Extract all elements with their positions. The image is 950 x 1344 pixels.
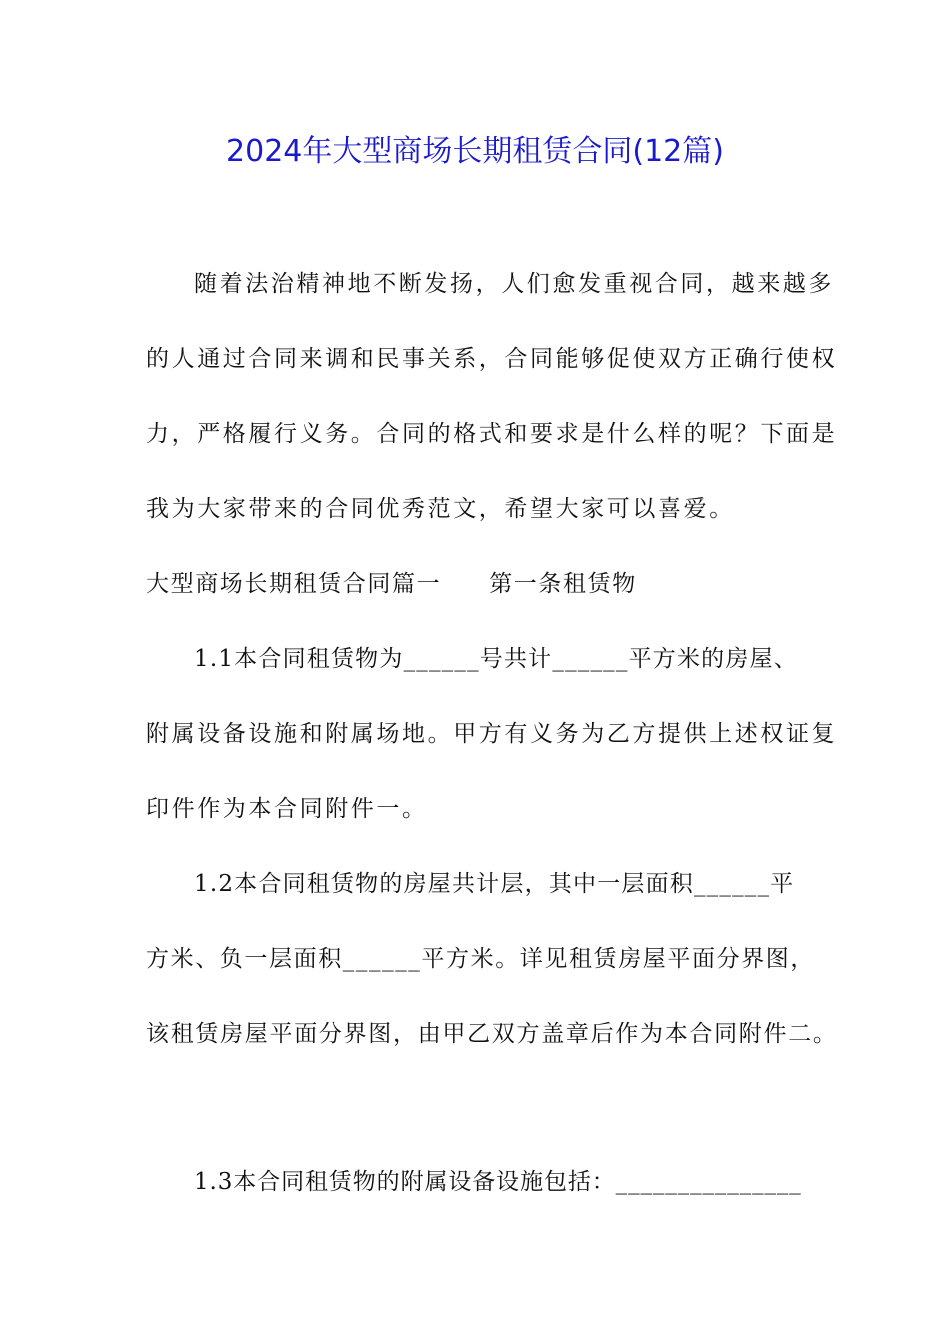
clause-1-2-line-2: 方米、负一层面积______平方米。详见租赁房屋平面分界图， <box>146 946 815 972</box>
intro-line-1: 随着法治精神地不断发扬，人们愈发重视合同，越来越多 <box>194 271 834 297</box>
clause-1-1-line-2: 附属设备设施和附属场地。甲方有义务为乙方提供上述权证复 <box>146 721 838 747</box>
clause-1-1-line-1: 1.1本合同租赁物为______号共计______平方米的房屋、 <box>194 646 798 672</box>
intro-line-4: 我为大家带来的合同优秀范文，希望大家可以喜爱。 <box>146 496 735 522</box>
section-heading: 大型商场长期租赁合同篇一 <box>146 571 442 597</box>
clause-1-3-line-1: 1.3本合同租赁物的附属设备设施包括：_______________ <box>194 1169 802 1195</box>
document-title: 2024年大型商场长期租赁合同(12篇) <box>226 134 724 169</box>
clause-1-1-line-3: 印件作为本合同附件一。 <box>146 796 428 822</box>
intro-line-2: 的人通过合同来调和民事关系，合同能够促使双方正确行使权 <box>146 346 838 372</box>
clause-1-2-line-3: 该租赁房屋平面分界图，由甲乙双方盖章后作为本合同附件二。 <box>146 1021 838 1047</box>
intro-line-3: 力，严格履行义务。合同的格式和要求是什么样的呢？下面是 <box>146 421 838 447</box>
clause-1-2-line-1: 1.2本合同租赁物的房屋共计层，其中一层面积______平 <box>194 871 795 897</box>
section-heading-line <box>146 568 826 600</box>
article-heading: 第一条租赁物 <box>489 571 637 597</box>
